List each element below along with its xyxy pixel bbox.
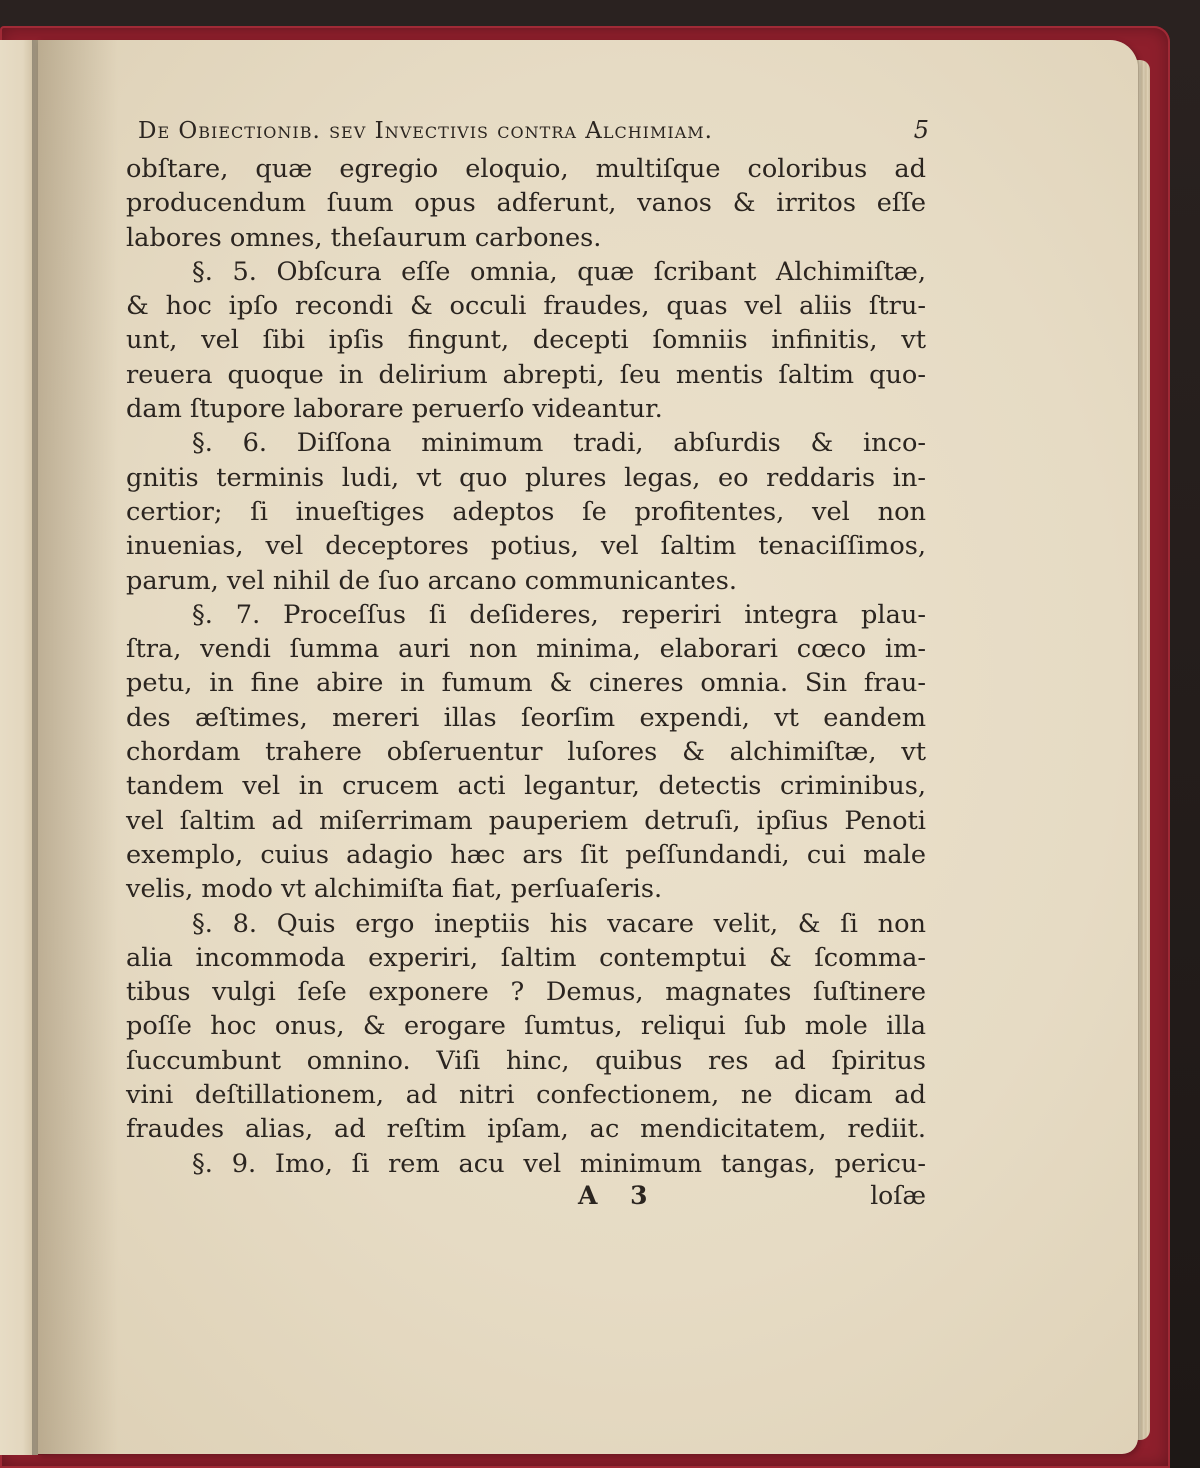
text-line: poſſe hoc onus, & erogare ſumtus, reliqui ſub mole illa	[126, 1011, 926, 1042]
text-line: vel ſaltim ad miſerrimam pauperiem detruſi, ipſius Penoti	[126, 805, 926, 836]
text-line: fraudes alias, ad reſtim ipſam, ac mendicitatem, rediit.	[126, 1114, 926, 1145]
text-line: reuera quoque in delirium abrepti, ſeu mentis ſaltim quo-	[126, 359, 926, 390]
running-title: De Obiectionib. sev Invectivis contra Alchimiam.	[138, 118, 713, 144]
text-line: chordam trahere obſeruentur luſores & alchimiſtæ, vt	[126, 737, 926, 768]
text-line: tibus vulgi ſeſe exponere ? Demus, magnates ſuſtinere	[126, 977, 926, 1008]
text-line: ſtra, vendi ſumma auri non minima, elaborari cœco im-	[126, 634, 926, 665]
paragraph-start: §. 7. Proceſſus ſi deſideres, reperiri integra plau-	[192, 599, 926, 630]
text-line: vini deſtillationem, ad nitri confectionem, ne dicam ad	[126, 1080, 926, 1111]
text-line: unt, vel ſibi ipſis fingunt, decepti ſomniis infinitis, vt	[126, 325, 926, 356]
text-line: gnitis terminis ludi, vt quo plures legas, eo reddaris in-	[126, 462, 926, 493]
paragraph-start: §. 5. Obſcura eſſe omnia, quæ ſcribant Alchimiſtæ,	[192, 256, 926, 287]
text-line: exemplo, cuius adagio hæc ars ſit peſſundandi, cui male	[126, 839, 926, 870]
catchword: loſæ	[870, 1180, 926, 1210]
text-line: parum, vel nihil de ſuo arcano communicantes.	[126, 565, 737, 596]
text-line: des æſtimes, mereri illas ſeorſim expendi, vt eandem	[126, 702, 926, 733]
text-line: producendum ſuum opus adferunt, vanos & irritos eſſe	[126, 188, 926, 219]
text-line: tandem vel in crucem acti legantur, detectis criminibus,	[126, 771, 926, 802]
text-line: dam ſtupore laborare peruerſo videantur.	[126, 394, 663, 425]
gutter-shadow	[38, 40, 118, 1454]
text-line: obſtare, quæ egregio eloquio, multiſque coloribus ad	[126, 154, 926, 184]
running-head	[126, 112, 930, 152]
page-footer	[126, 1181, 926, 1217]
text-line: petu, in fine abire in fumum & cineres omnia. Sin frau-	[126, 668, 926, 699]
text-line: ſuccumbunt omnino. Viſi hinc, quibus res ad ſpiritus	[126, 1045, 926, 1076]
text-line: certior; ſi inueſtiges adeptos ſe profitentes, vel non	[126, 496, 926, 527]
text-block	[126, 112, 930, 1217]
text-line: alia incommoda experiri, ſaltim contemptui & ſcomma-	[126, 942, 926, 973]
text-line: inuenias, vel deceptores potius, vel ſaltim tenaciſſimos,	[126, 531, 926, 562]
paragraph-start: §. 8. Quis ergo ineptiis his vacare velit, & ſi non	[192, 908, 926, 939]
text-line: & hoc ipſo recondi & occuli fraudes, quas vel aliis ſtru-	[126, 291, 926, 322]
paragraph-start: §. 9. Imo, ſi rem acu vel minimum tangas, pericu-	[192, 1148, 926, 1179]
paragraph-start: §. 6. Diſſona minimum tradi, abſurdis & inco-	[192, 428, 926, 459]
text-line: velis, modo vt alchimiſta fiat, perſuaſeris.	[126, 874, 663, 905]
page-number: 5	[913, 116, 930, 144]
text-line: labores omnes, theſaurum carbones.	[126, 222, 602, 253]
signature-mark: A 3	[578, 1180, 660, 1210]
